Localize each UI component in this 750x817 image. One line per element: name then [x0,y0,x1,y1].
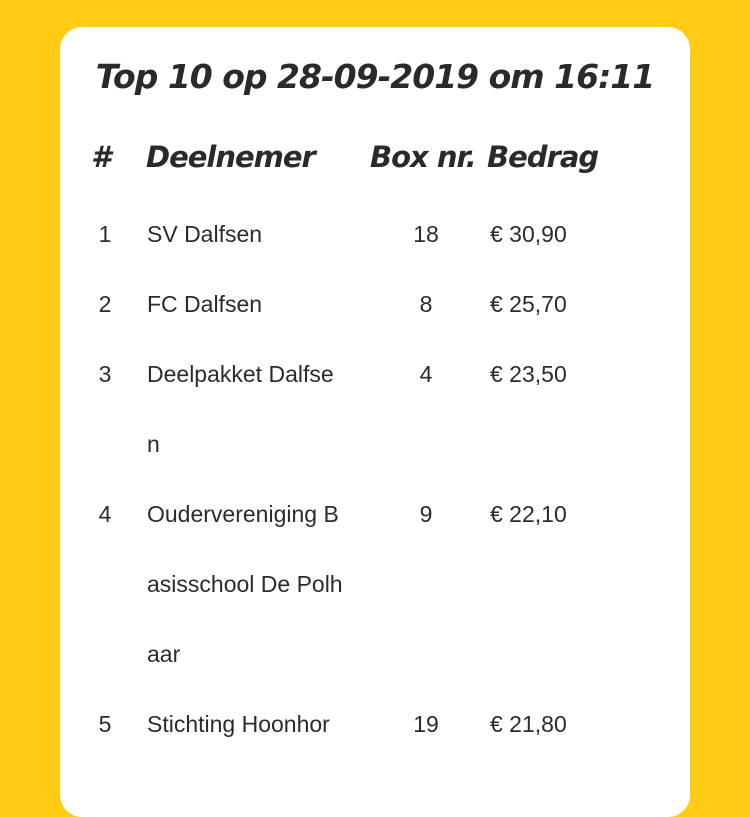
row-rank: 3 [98,361,112,387]
row-box-number: 9 [419,501,433,527]
row-rank: 5 [98,711,112,737]
row-rank: 4 [98,501,112,527]
page-title: Top 10 op 28-09-2019 om 16:11 [95,57,655,96]
row-participant-name: Stichting Hoonhor [147,711,330,737]
row-box-number: 4 [419,361,433,387]
row-participant-name: Oudervereniging B [147,501,339,527]
row-amount: € 21,80 [490,711,567,737]
row-participant-name-continued: aar [147,641,181,667]
row-box-number: 19 [413,711,439,737]
row-participant-name-continued: n [147,431,160,457]
row-participant-name: FC Dalfsen [147,291,263,317]
row-participant-name: Deelpakket Dalfse [147,361,334,387]
row-rank: 2 [98,291,112,317]
row-participant-name-continued: asisschool De Polh [147,571,343,597]
row-amount: € 23,50 [490,361,567,387]
row-box-number: 18 [413,221,439,247]
column-header-rank: # [91,140,111,174]
row-amount: € 25,70 [490,291,567,317]
row-box-number: 8 [419,291,433,317]
column-header-box-number: Box nr. [370,140,476,174]
row-amount: € 22,10 [490,501,567,527]
row-amount: € 30,90 [490,221,567,247]
column-header-participant: Deelnemer [146,140,315,174]
row-participant-name: SV Dalfsen [147,221,263,247]
row-rank: 1 [98,221,112,247]
column-header-amount: Bedrag [487,140,599,174]
